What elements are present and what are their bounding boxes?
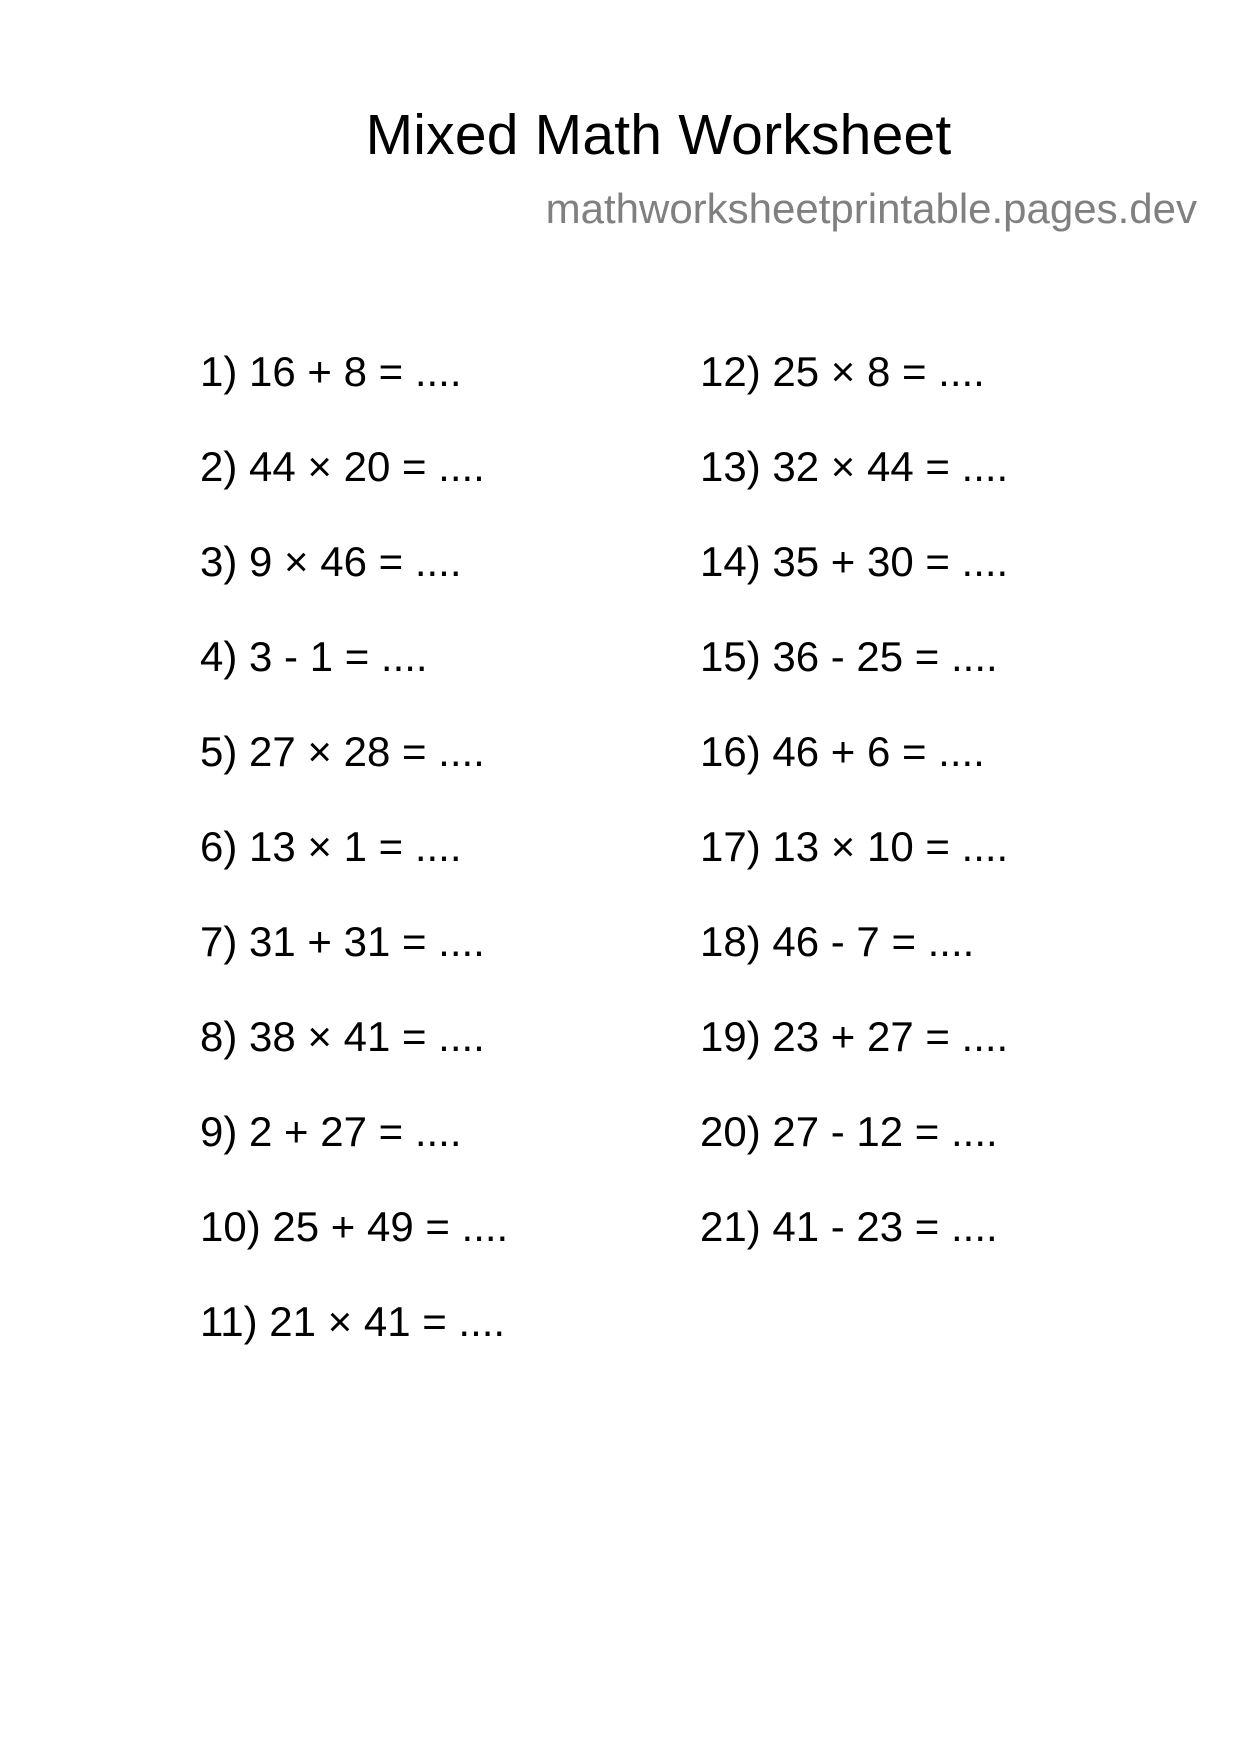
problem-21: 21) 41 - 23 = .... <box>700 1203 998 1250</box>
problem-column-left <box>200 347 508 1392</box>
problem-4: 4) 3 - 1 = .... <box>200 633 428 680</box>
problem-10: 10) 25 + 49 = .... <box>200 1203 509 1250</box>
problem-13: 13) 32 × 44 = .... <box>700 443 1009 490</box>
problem-16: 16) 46 + 6 = .... <box>700 728 985 775</box>
problem-18: 18) 46 - 7 = .... <box>700 918 975 965</box>
site-url: mathworksheetprintable.pages.dev <box>545 185 1197 232</box>
problem-5: 5) 27 × 28 = .... <box>200 728 485 775</box>
problem-column-right <box>700 347 1008 1297</box>
problem-20: 20) 27 - 12 = .... <box>700 1108 998 1155</box>
problem-19: 19) 23 + 27 = .... <box>700 1013 1009 1060</box>
problem-2: 2) 44 × 20 = .... <box>200 443 485 490</box>
problem-9: 9) 2 + 27 = .... <box>200 1108 462 1155</box>
problem-14: 14) 35 + 30 = .... <box>700 538 1009 585</box>
problem-15: 15) 36 - 25 = .... <box>700 633 998 680</box>
problem-3: 3) 9 × 46 = .... <box>200 538 462 585</box>
problem-8: 8) 38 × 41 = .... <box>200 1013 485 1060</box>
problem-7: 7) 31 + 31 = .... <box>200 918 485 965</box>
problem-1: 1) 16 + 8 = .... <box>200 348 462 395</box>
worksheet-title: Mixed Math Worksheet <box>365 103 952 167</box>
problem-12: 12) 25 × 8 = .... <box>700 348 985 395</box>
problem-11: 11) 21 × 41 = .... <box>200 1298 506 1345</box>
problem-17: 17) 13 × 10 = .... <box>700 823 1009 870</box>
problem-6: 6) 13 × 1 = .... <box>200 823 462 870</box>
